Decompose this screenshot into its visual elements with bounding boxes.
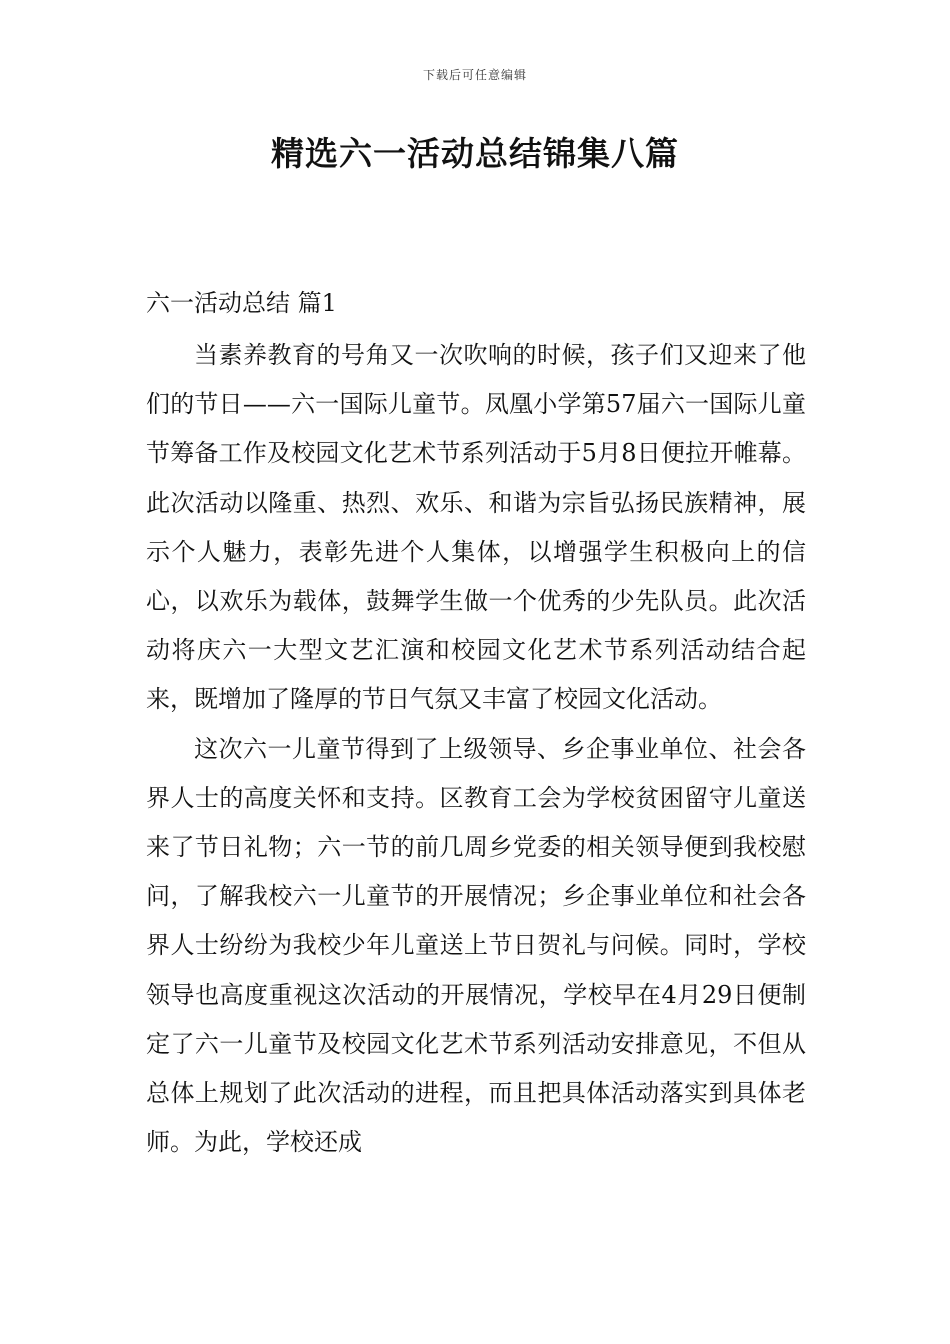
section-body xyxy=(146,331,806,1167)
header-note: 下载后可任意编辑 xyxy=(422,68,527,82)
paragraph: 这次六一儿童节得到了上级领导、乡企事业单位、社会各界人士的高度关怀和支持。区教育工会为学校贫困留守儿童送来了节日礼物；六一节的前几周乡党委的相关领导便到我校慰问，了解我校六一儿童节的开展情况；乡企事业单位和社会各界人士纷纷为我校少年儿童送上节日贺礼与问候。同时，学校领导也高度重视这次活动的开展情况，学校早在4月29日便制定了六一儿童节及校园文化艺术节系列活动安排意见，不但从总体上规划了此次活动的进程，而且把具体活动落实到具体老师。为此，学校还成 xyxy=(146,734,806,1157)
section-heading: 六一活动总结 篇1 xyxy=(146,289,337,317)
document-title: 精选六一活动总结锦集八篇 xyxy=(271,134,679,173)
paragraph: 当素养教育的号角又一次吹响的时候，孩子们又迎来了他们的节日——六一国际儿童节。凤凰小学第57届六一国际儿童节筹备工作及校园文化艺术节系列活动于5月8日便拉开帷幕。此次活动以隆重、热烈、欢乐、和谐为宗旨弘扬民族精神，展示个人魅力，表彰先进个人集体，以增强学生积极向上的信心，以欢乐为载体，鼓舞学生做一个优秀的少先队员。此次活动将庆六一大型文艺汇演和校园文化艺术节系列活动结合起来，既增加了隆厚的节日气氛又丰富了校园文化活动。 xyxy=(146,341,806,714)
